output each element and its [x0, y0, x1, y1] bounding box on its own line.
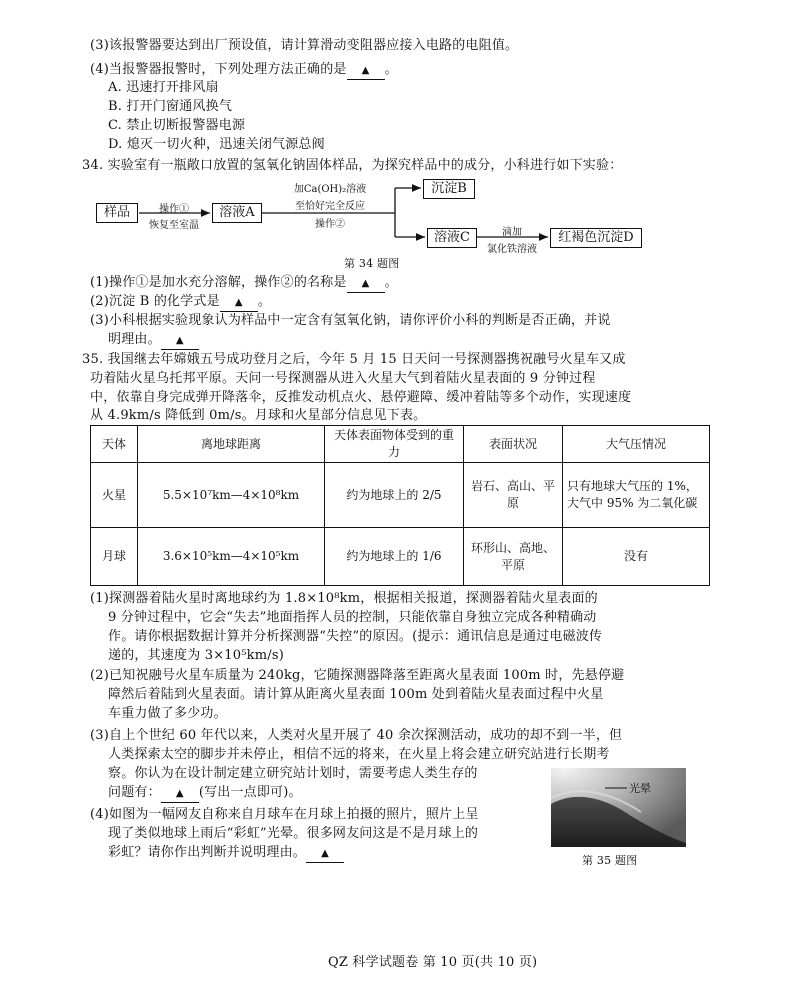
- fig34-caption: 第 34 题图: [344, 257, 400, 270]
- q35-part2-line2: 障然后着陆到火星表面。请计算从距离火星表面 100m 处到着陆火星表面过程中火星: [108, 687, 604, 702]
- answer-blank[interactable]: [161, 332, 199, 350]
- q34-part3-cont: [108, 332, 199, 350]
- box-solution-a: 溶液A: [212, 203, 262, 223]
- q33-option-b: B. 打开门窗通风换气: [108, 99, 233, 114]
- cell-mars-pressure: 只有地球大气压的 1%，大气中 95% 为二氧化碳: [563, 463, 710, 528]
- q34-part2: [90, 294, 271, 312]
- q33-part3: (3)该报警器要达到出厂预设值，请计算滑动变阻器应接入电路的电阻值。: [90, 38, 519, 53]
- label-op2: 操作②: [315, 219, 345, 230]
- moon-halo-photo: [551, 768, 686, 847]
- q35-part4-line1: (4)如图为一幅网友自称来自月球车在月球上拍摄的照片，照片上呈: [90, 807, 479, 822]
- header-pressure: 大气压情况: [563, 426, 710, 463]
- cell-mars: 火星: [91, 463, 138, 528]
- q34-part1-text: (1)操作①是加水充分溶解，操作②的名称是: [90, 275, 347, 290]
- triangle-icon: ▲: [175, 788, 184, 799]
- q35-part1-line4: 递的，其速度为 3×10⁵km/s): [108, 648, 284, 663]
- cell-moon-surface: 环形山、高地、平原: [464, 528, 563, 586]
- triangle-icon: ▲: [361, 278, 370, 289]
- q34-part3: (3)小科根据实验现象认为样品中一定含有氢氧化钠，请你评价小科的判断是否正确，并说: [90, 313, 611, 328]
- moon-surface-image: [551, 768, 686, 847]
- answer-blank[interactable]: [220, 294, 258, 312]
- q35-part1-line3: 作。请你根据数据计算并分析探测器“失控”的原因。(提示：通讯信息是通过电磁波传: [108, 629, 603, 644]
- planet-info-table: [90, 425, 710, 586]
- table-header-row: [91, 426, 710, 463]
- label-drip: 滴加: [502, 227, 522, 238]
- triangle-icon: ▲: [321, 848, 329, 859]
- q35-part3-line3: 察。你认为在设计制定建立研究站计划时，需要考虑人类生存的: [108, 766, 478, 781]
- table-row: [91, 463, 710, 528]
- q34-part2-text: (2)沉淀 B 的化学式是: [90, 294, 220, 309]
- q35-part3-hint: (写出一点即可)。: [198, 785, 302, 800]
- cell-moon-distance: 3.6×10⁵km—4×10⁵km: [138, 528, 325, 586]
- q35-part3-text: 问题有：: [108, 785, 161, 800]
- label-restore: 恢复至室温: [149, 220, 199, 231]
- q35-part4-text: 彩虹？请你作出判断并说明理由。: [108, 845, 307, 860]
- triangle-icon: ▲: [234, 297, 243, 308]
- table-row: [91, 528, 710, 586]
- q35-part3-line4: [108, 785, 302, 803]
- label-op1: 操作①: [159, 204, 189, 215]
- label-fecl3: 氯化铁溶液: [487, 244, 537, 255]
- header-gravity: 天体表面物体受到的重力: [325, 426, 464, 463]
- box-precip-b: 沉淀B: [423, 179, 475, 199]
- header-distance: 离地球距离: [138, 426, 325, 463]
- answer-blank[interactable]: [306, 845, 344, 863]
- q35-part4-line2: 现了类似地球上雨后“彩虹”光晕。很多网友问这是不是月球上的: [108, 826, 479, 841]
- triangle-icon: ▲: [175, 335, 184, 346]
- page-footer: QZ 科学试题卷 第 10 页(共 10 页): [328, 955, 538, 970]
- q35-part3-line2: 人类探索太空的脚步并未停止，相信不远的将来，在火星上将会建立研究站进行长期考: [108, 747, 610, 762]
- q35-intro-line2: 功着陆火星乌托邦平原。天问一号探测器从进入火星大气到着陆火星表面的 9 分钟过程: [90, 371, 596, 386]
- q35-part3-line1: (3)自上个世纪 60 年代以来，人类对火星开展了 40 余次探测活动，成功的却不到一半，但: [90, 728, 623, 743]
- q35-intro-line3: 中，依靠自身完成弹开降落伞，反推发动机点火、悬停避障、缓冲着陆等多个动作，实现速度: [90, 390, 632, 405]
- label-add-caoh2: 加Ca(OH)₂溶液: [293, 184, 367, 195]
- q35-part1-line2: 9 分钟过程中，它会“失去”地面指挥人员的控制，只能依靠自身独立完成各种精确动: [108, 610, 597, 625]
- q33-option-d: D. 熄灭一切火种，迅速关闭气源总阀: [108, 137, 325, 152]
- cell-mars-gravity: 约为地球上的 2/5: [325, 463, 464, 528]
- halo-label: 光晕: [629, 782, 651, 795]
- cell-mars-surface: 岩石、高山、平原: [464, 463, 563, 528]
- q33-part4-end: 。: [384, 62, 398, 77]
- q33-option-a: A. 迅速打开排风扇: [108, 80, 219, 95]
- q35-part4-line3: [108, 845, 344, 863]
- cell-moon-gravity: 约为地球上的 1/6: [325, 528, 464, 586]
- q34-part3-text: 明理由。: [108, 332, 161, 347]
- q35-part2-line1: (2)已知祝融号火星车质量为 240kg，它随探测器降落至距离火星表面 100m 时，先悬停避: [90, 668, 625, 683]
- fig35-caption: 第 35 题图: [582, 854, 638, 867]
- cell-moon-pressure: 没有: [563, 528, 710, 586]
- q35-intro-line4: 从 4.9km/s 降低到 0m/s。月球和火星部分信息见下表。: [90, 408, 427, 423]
- q33-option-c: C. 禁止切断报警器电源: [108, 118, 246, 133]
- answer-blank[interactable]: [347, 275, 385, 293]
- q34-part1-end: 。: [384, 275, 398, 290]
- cell-mars-distance: 5.5×10⁷km—4×10⁸km: [138, 463, 325, 528]
- box-solution-c: 溶液C: [427, 228, 477, 248]
- box-precip-d: 红褐色沉淀D: [550, 228, 642, 248]
- answer-blank[interactable]: [161, 785, 199, 803]
- q35-part1-line1: (1)探测器着陆火星时离地球约为 1.8×10⁸km，根据相关报道，探测器着陆火星表面的: [90, 591, 598, 606]
- label-complete-reaction: 至恰好完全反应: [295, 201, 365, 212]
- q34-part2-end: 。: [257, 294, 272, 309]
- q34-intro: 34. 实验室有一瓶敞口放置的氢氧化钠固体样品，为探究样品中的成分，小科进行如下实验：: [82, 158, 623, 173]
- q33-part4-text: (4)当报警器报警时，下列处理方法正确的是: [90, 62, 347, 77]
- q34-part1: [90, 275, 398, 293]
- header-surface: 表面状况: [464, 426, 563, 463]
- header-body: 天体: [91, 426, 138, 463]
- q35-intro-line1: 35. 我国继去年嫦娥五号成功登月之后，今年 5 月 15 日天问一号探测器携祝融号火星车又成: [82, 352, 626, 367]
- triangle-icon: ▲: [361, 65, 370, 76]
- q35-part2-line3: 车重力做了多少功。: [108, 706, 227, 721]
- box-sample: 样品: [96, 203, 138, 223]
- cell-moon: 月球: [91, 528, 138, 586]
